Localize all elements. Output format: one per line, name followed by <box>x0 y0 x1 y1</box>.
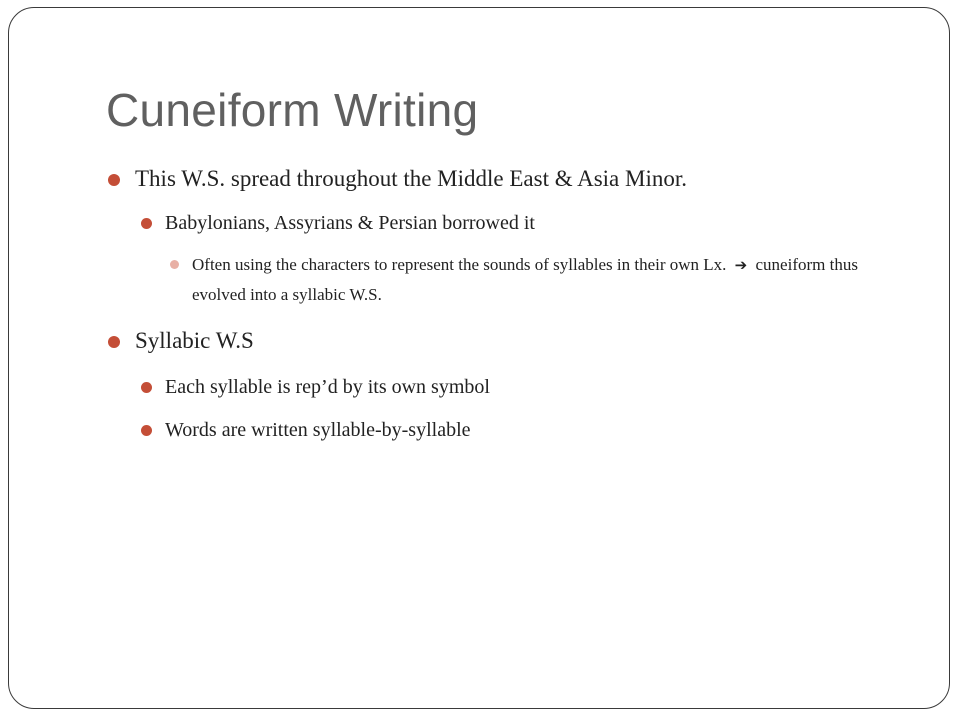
bullet-dot-icon <box>141 218 152 229</box>
bullet-item <box>135 326 254 356</box>
bullet-text: This W.S. spread throughout the Middle East & Asia Minor. <box>135 166 687 191</box>
bullet-dot-icon <box>108 174 120 186</box>
arrow-right-icon: ➔ <box>734 256 748 274</box>
bullet-item <box>165 373 490 401</box>
bullet-dot-icon <box>108 336 120 348</box>
bullet-dot-icon <box>141 425 152 436</box>
bullet-item <box>135 164 687 194</box>
bullet-text: Words are written syllable-by-syllable <box>165 419 471 441</box>
bullet-text: Each syllable is rep’d by its own symbol <box>165 376 490 398</box>
bullet-dot-icon <box>141 382 152 393</box>
bullet-text: Syllabic W.S <box>135 328 254 353</box>
bullet-text: Often using the characters to represent the sounds of syllables in their own Lx. <box>192 255 727 274</box>
slide-title: Cuneiform Writing <box>106 84 479 136</box>
bullet-text: cuneiform thus evolved into a syllabic W.S. <box>192 255 858 304</box>
bullet-item <box>165 209 535 237</box>
bullet-text: Babylonians, Assyrians & Persian borrowed it <box>165 212 535 234</box>
bullet-item <box>165 416 471 444</box>
bullet-dot-icon <box>170 260 179 269</box>
bullet-item <box>192 250 882 309</box>
